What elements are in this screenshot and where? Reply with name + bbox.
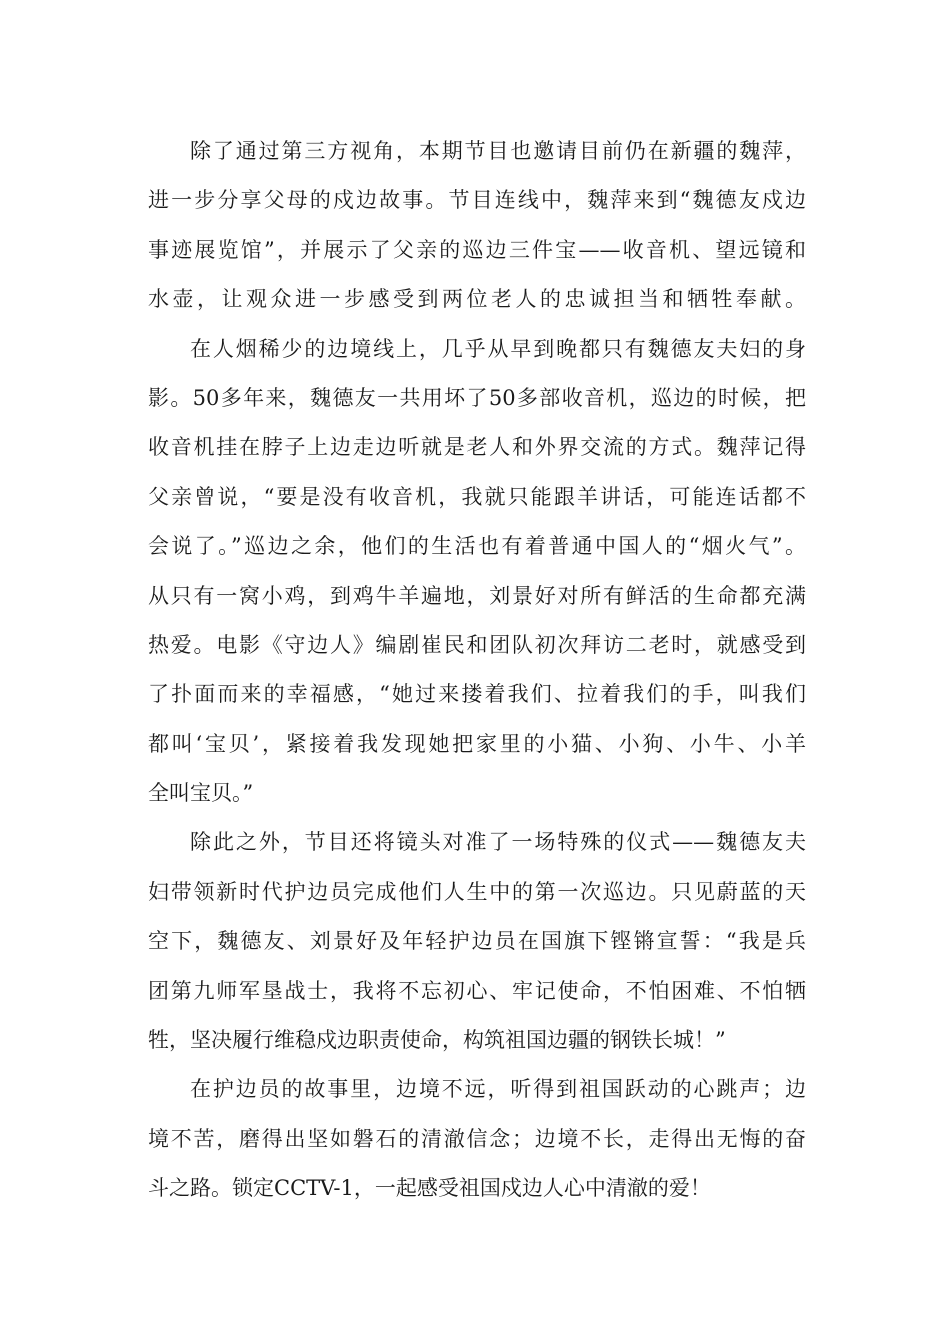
text-line: 在护边员的故事里，边境不远，听得到祖国跃动的心跳声；边: [190, 1077, 806, 1102]
text-line: 在人烟稀少的边境线上，几乎从早到晚都只有魏德友夫妇的身: [190, 336, 806, 361]
paragraph-4: [148, 1065, 806, 1213]
text-line: 除此之外，节目还将镜头对准了一场特殊的仪式——魏德友夫: [190, 830, 806, 855]
text-line: 水壶，让观众进一步感受到两位老人的忠诚担当和牺牲奉献。: [148, 287, 806, 312]
text-line: 斗之路。锁定CCTV-1，一起感受祖国戍边人心中清澈的爱！: [148, 1176, 711, 1201]
text-line: 父亲曾说，“要是没有收音机，我就只能跟羊讲话，可能连话都不: [148, 484, 806, 509]
text-line: 妇带领新时代护边员完成他们人生中的第一次巡边。只见蔚蓝的天: [148, 879, 806, 904]
text-line: 了扑面而来的幸福感，“她过来搂着我们、拉着我们的手，叫我们: [148, 682, 806, 707]
text-line: 全叫宝贝。”: [148, 781, 254, 806]
text-line: 空下，魏德友、刘景好及年轻护边员在国旗下铿锵宣誓：“我是兵: [148, 929, 806, 954]
text-line: 团第九师军垦战士，我将不忘初心、牢记使命，不怕困难、不怕牺: [148, 978, 806, 1003]
text-line: 事迹展览馆”，并展示了父亲的巡边三件宝——收音机、望远镜和: [148, 237, 806, 262]
text-line: 都叫‘宝贝’，紧接着我发现她把家里的小猫、小狗、小牛、小羊: [148, 731, 806, 756]
text-line: 热爱。电影《守边人》编剧崔民和团队初次拜访二老时，就感受到: [148, 632, 806, 657]
paragraph-3: [148, 818, 806, 1065]
paragraph-1: [148, 127, 806, 325]
text-line: 从只有一窝小鸡，到鸡牛羊遍地，刘景好对所有鲜活的生命都充满: [148, 583, 806, 608]
article-body: [148, 127, 806, 1214]
text-line: 进一步分享父母的戍边故事。节目连线中，魏萍来到“魏德友戍边: [148, 188, 806, 213]
text-line: 收音机挂在脖子上边走边听就是老人和外界交流的方式。魏萍记得: [148, 435, 806, 460]
text-line: 影。50多年来，魏德友一共用坏了50多部收音机，巡边的时候，把: [148, 385, 806, 410]
text-line: 会说了。”巡边之余，他们的生活也有着普通中国人的“烟火气”。: [148, 534, 806, 559]
text-line: 除了通过第三方视角，本期节目也邀请目前仍在新疆的魏萍，: [190, 139, 806, 163]
text-line: 牲，坚决履行维稳戍边职责使命，构筑祖国边疆的钢铁长城！”: [148, 1028, 726, 1053]
text-line: 境不苦，磨得出坚如磐石的清澈信念；边境不长，走得出无悔的奋: [148, 1126, 806, 1151]
paragraph-2: [148, 325, 806, 819]
